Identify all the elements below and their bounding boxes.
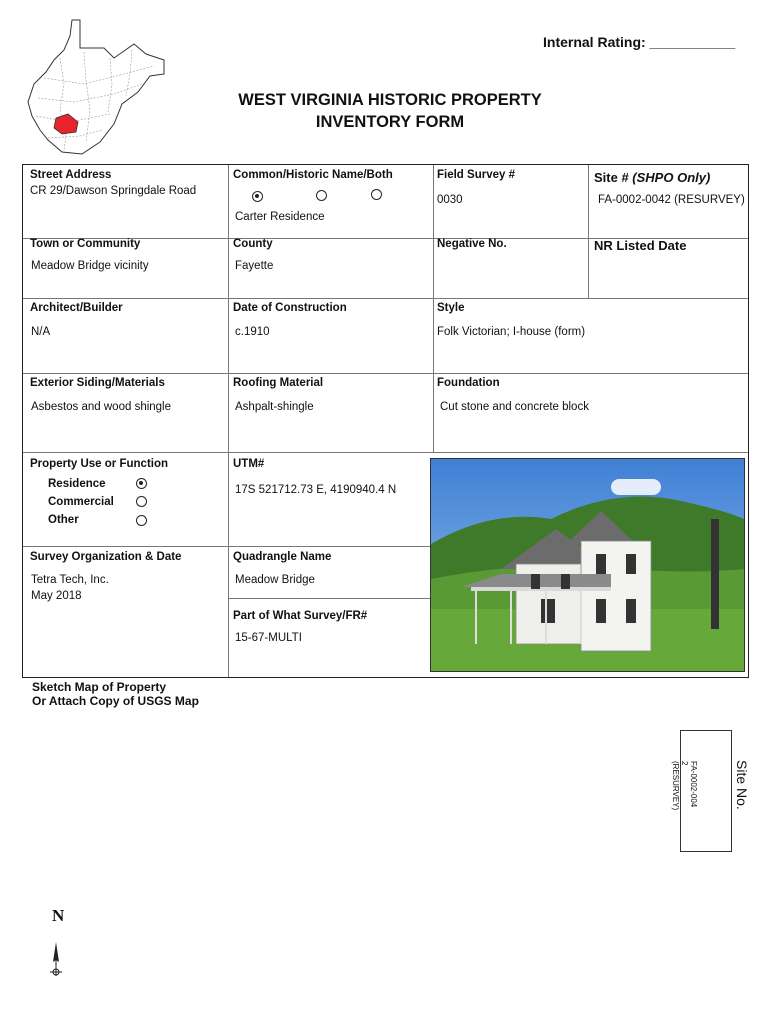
site-box-value-3: (RESURVEY) xyxy=(671,761,680,811)
survey-part-value[interactable]: 15-67-MULTI xyxy=(235,632,302,644)
street-address-value[interactable]: CR 29/Dawson Springdale Road xyxy=(30,185,197,197)
nr-listed-label: NR Listed Date xyxy=(594,238,687,253)
common-name-option-1[interactable] xyxy=(252,191,263,202)
north-arrow-icon xyxy=(48,942,64,978)
site-no-label: Site No. xyxy=(734,760,750,810)
style-label: Style xyxy=(437,302,465,314)
internal-rating: Internal Rating: ___________ xyxy=(543,34,736,50)
common-name-option-3[interactable] xyxy=(371,189,382,200)
utm-value[interactable]: 17S 521712.73 E, 4190940.4 N xyxy=(235,484,397,496)
county-label: County xyxy=(233,238,273,250)
street-address-label: Street Address xyxy=(30,169,112,181)
survey-org-label: Survey Organization & Date xyxy=(30,551,182,563)
field-survey-label: Field Survey # xyxy=(437,169,515,181)
architect-label: Architect/Builder xyxy=(30,302,123,314)
common-name-value[interactable]: Carter Residence xyxy=(235,211,325,223)
quadrangle-label: Quadrangle Name xyxy=(233,551,332,563)
site-number-box xyxy=(671,730,732,852)
use-option-other-label: Other xyxy=(48,514,79,526)
site-number-label-shpo: (SHPO Only) xyxy=(632,170,711,185)
utm-label: UTM# xyxy=(233,458,265,470)
property-use-label: Property Use or Function xyxy=(30,458,169,470)
roofing-value[interactable]: Ashpalt-shingle xyxy=(235,401,314,413)
survey-org-value[interactable]: Tetra Tech, Inc. xyxy=(31,574,109,586)
use-option-other-radio[interactable] xyxy=(136,515,147,526)
construction-date-label: Date of Construction xyxy=(233,302,347,314)
use-option-residence-label: Residence xyxy=(48,478,106,490)
architect-value[interactable]: N/A xyxy=(31,326,51,338)
west-virginia-locator-map xyxy=(14,14,174,174)
form-title xyxy=(180,89,600,133)
use-option-commercial-radio[interactable] xyxy=(136,496,147,507)
use-option-commercial-label: Commercial xyxy=(48,496,114,508)
foundation-label: Foundation xyxy=(437,377,500,389)
site-box-value-1: FA-0002-004 xyxy=(689,761,698,808)
roofing-label: Roofing Material xyxy=(233,377,324,389)
site-number-label xyxy=(594,170,710,185)
field-survey-value[interactable]: 0030 xyxy=(437,194,463,206)
town-value[interactable]: Meadow Bridge vicinity xyxy=(31,260,149,272)
common-name-label: Common/Historic Name/Both xyxy=(233,169,393,181)
siding-value[interactable]: Asbestos and wood shingle xyxy=(31,401,172,413)
common-name-option-2[interactable] xyxy=(316,190,327,201)
survey-part-label: Part of What Survey/FR# xyxy=(233,610,368,622)
construction-date-value[interactable]: c.1910 xyxy=(235,326,270,338)
north-label: N xyxy=(52,906,65,925)
site-number-label-text: Site # xyxy=(594,170,633,185)
site-box-value xyxy=(671,761,698,810)
site-number-value[interactable]: FA-0002-0042 (RESURVEY) xyxy=(598,194,745,206)
negative-no-label: Negative No. xyxy=(437,238,507,250)
quadrangle-value[interactable]: Meadow Bridge xyxy=(235,574,315,586)
property-photo xyxy=(430,458,745,672)
site-box-value-2: 2 xyxy=(680,761,689,766)
title-line-1: WEST VIRGINIA HISTORIC PROPERTY xyxy=(238,91,542,109)
siding-label: Exterior Siding/Materials xyxy=(30,377,165,389)
foundation-value[interactable]: Cut stone and concrete block xyxy=(440,401,589,413)
sketch-map-label-1: Sketch Map of Property xyxy=(32,680,167,694)
title-line-2: INVENTORY FORM xyxy=(315,113,465,131)
county-value[interactable]: Fayette xyxy=(235,260,274,272)
style-value[interactable]: Folk Victorian; I-house (form) xyxy=(437,326,586,338)
town-label: Town or Community xyxy=(30,238,141,250)
use-option-residence-radio[interactable] xyxy=(136,478,147,489)
sketch-map-label-2: Or Attach Copy of USGS Map xyxy=(32,694,199,708)
survey-date-value[interactable]: May 2018 xyxy=(31,590,82,602)
